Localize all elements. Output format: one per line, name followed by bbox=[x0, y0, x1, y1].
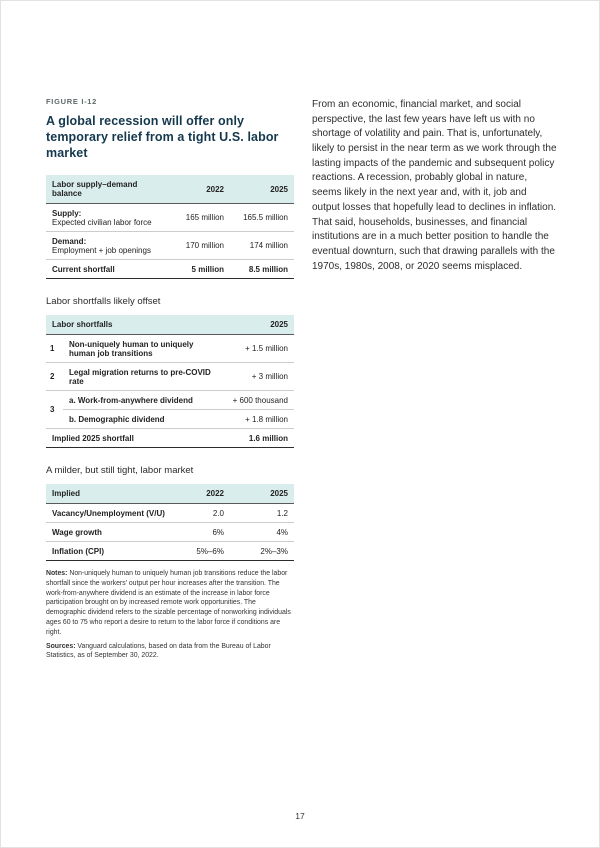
row-label: Non-uniquely human to uniquely human job transitions bbox=[63, 335, 222, 363]
cell-value: 5%–6% bbox=[172, 542, 230, 561]
body-column bbox=[312, 97, 557, 665]
row-number: 1 bbox=[46, 335, 63, 363]
body-paragraph: From an economic, financial market, and social perspective, the last few years have left us with no shortage of volatility and pain. That is, unfortunately, likely to persist in the near term as we work through the lasting impacts of the pandemic and subsequent policy reactions. A recession, probably global in nature, seems likely in the next year and, with it, job and output losses that hopefully lead to declines in inflation. That said, households, businesses, and financial institutions are in a much better position to handle the eventual downturn, such that drawing parallels with the 1970s, 1980s, 2008, or 2020 seems misplaced. bbox=[312, 99, 557, 272]
row-label: Implied 2025 shortfall bbox=[46, 429, 222, 448]
cell-value: 174 million bbox=[230, 232, 294, 260]
table-header-row bbox=[46, 175, 294, 204]
row-label-main: Demand: bbox=[52, 236, 87, 246]
cell-value: + 1.8 million bbox=[222, 410, 294, 429]
labor-shortfalls-table bbox=[46, 315, 294, 448]
row-label: Wage growth bbox=[46, 523, 172, 542]
row-label-main: Supply: bbox=[52, 208, 82, 218]
table-row bbox=[46, 391, 294, 410]
cell-value: + 1.5 million bbox=[222, 335, 294, 363]
implied-metrics-table bbox=[46, 484, 294, 561]
row-label: b. Demographic dividend bbox=[63, 410, 222, 429]
sources-text: Vanguard calculations, based on data from the Bureau of Labor Statistics, as of September 30, 2022. bbox=[46, 642, 271, 660]
row-label: Inflation (CPI) bbox=[46, 542, 172, 561]
cell-value: 1.6 million bbox=[222, 429, 294, 448]
cell-value: 165 million bbox=[172, 204, 230, 232]
column-header: Labor shortfalls bbox=[46, 315, 222, 335]
column-header: 2025 bbox=[222, 315, 294, 335]
figure-column bbox=[46, 97, 294, 665]
row-label-sub: Employment + job openings bbox=[52, 245, 151, 255]
row-label bbox=[46, 232, 172, 260]
column-header: 2025 bbox=[230, 484, 294, 504]
table-row bbox=[46, 204, 294, 232]
row-label: Current shortfall bbox=[46, 260, 172, 279]
column-header: Labor supply–demand balance bbox=[46, 175, 172, 204]
cell-value: 1.2 bbox=[230, 504, 294, 523]
cell-value: 170 million bbox=[172, 232, 230, 260]
table-row bbox=[46, 523, 294, 542]
table-header-row bbox=[46, 484, 294, 504]
table-row bbox=[46, 542, 294, 561]
column-header: 2025 bbox=[230, 175, 294, 204]
row-number: 3 bbox=[46, 391, 63, 429]
row-label bbox=[46, 204, 172, 232]
row-label: a. Work-from-anywhere dividend bbox=[63, 391, 222, 410]
row-number: 2 bbox=[46, 363, 63, 391]
row-label-sub: Expected civilian labor force bbox=[52, 217, 152, 227]
cell-value: 2%–3% bbox=[230, 542, 294, 561]
cell-value: 4% bbox=[230, 523, 294, 542]
labor-balance-table bbox=[46, 175, 294, 279]
cell-value: + 3 million bbox=[222, 363, 294, 391]
section-subheading: Labor shortfalls likely offset bbox=[46, 296, 161, 307]
sources-label: Sources: bbox=[46, 642, 76, 650]
figure-notes bbox=[46, 569, 294, 661]
row-label: Vacancy/Unemployment (V/U) bbox=[46, 504, 172, 523]
page-content bbox=[1, 1, 599, 665]
table-total-row bbox=[46, 260, 294, 279]
section-subheading: A milder, but still tight, labor market bbox=[46, 465, 194, 476]
cell-value: 6% bbox=[172, 523, 230, 542]
table-row bbox=[46, 410, 294, 429]
cell-value: + 600 thousand bbox=[222, 391, 294, 410]
notes-paragraph bbox=[46, 569, 294, 638]
table-row bbox=[46, 232, 294, 260]
table-row bbox=[46, 335, 294, 363]
column-header: Implied bbox=[46, 484, 172, 504]
sources-paragraph bbox=[46, 642, 294, 662]
cell-value: 2.0 bbox=[172, 504, 230, 523]
figure-label: FIGURE I-12 bbox=[46, 97, 98, 106]
table-header-row bbox=[46, 315, 294, 335]
cell-value: 5 million bbox=[172, 260, 230, 279]
column-header: 2022 bbox=[172, 484, 230, 504]
cell-value: 8.5 million bbox=[230, 260, 294, 279]
figure-title: A global recession will offer only temporary relief from a tight U.S. labor market bbox=[46, 114, 279, 160]
page-number: 17 bbox=[295, 811, 305, 821]
row-label: Legal migration returns to pre-COVID rate bbox=[63, 363, 222, 391]
notes-label: Notes: bbox=[46, 570, 68, 577]
cell-value: 165.5 million bbox=[230, 204, 294, 232]
table-total-row bbox=[46, 429, 294, 448]
notes-text: Non-uniquely human to uniquely human job transitions reduce the labor shortfall since the workers’ output per hour increases after the transition. The work-from-anywhere dividend is an estimate of the increase in labor force participation brought on by increased remote work opportunities. The demographic dividend refers to the sizable percentage of nonworking individuals ages 60 to 75 who report a desire to return to the labor force if conditions are right. bbox=[46, 570, 291, 636]
table-row bbox=[46, 504, 294, 523]
column-header: 2022 bbox=[172, 175, 230, 204]
table-row bbox=[46, 363, 294, 391]
